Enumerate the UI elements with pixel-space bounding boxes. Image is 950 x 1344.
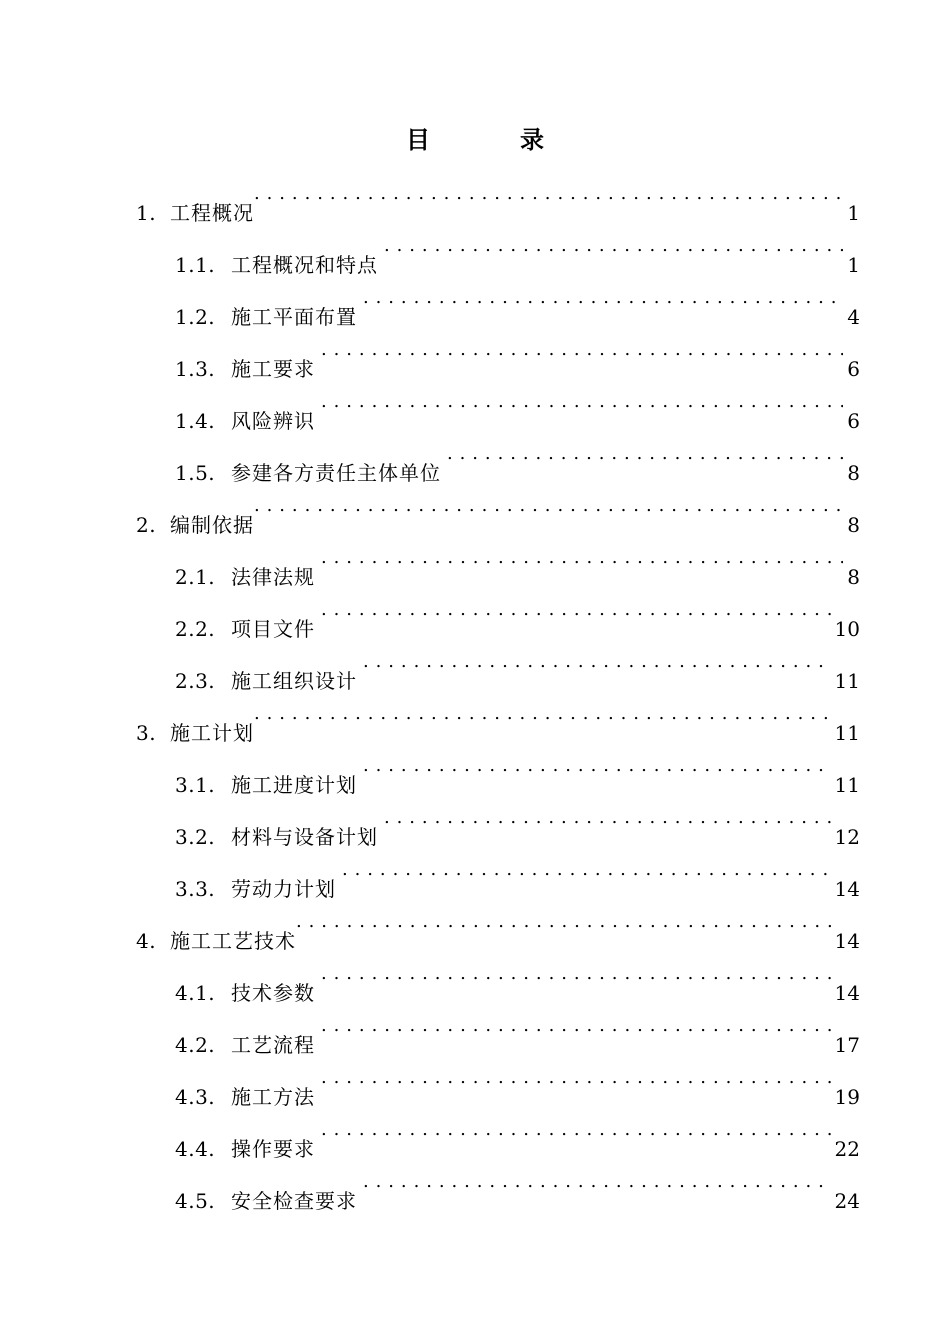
toc-entry-title: 施工要求: [231, 357, 315, 381]
toc-dot-leader: [321, 1052, 831, 1104]
toc-entry-title: 安全检查要求: [231, 1189, 357, 1213]
toc-dot-leader: [363, 272, 843, 324]
toc-entry[interactable]: [175, 584, 860, 641]
toc-entry-number: 4.3.: [175, 1085, 216, 1109]
toc-entry-page: 24: [834, 1189, 860, 1213]
toc-entry-page: 19: [834, 1085, 860, 1109]
toc-entry-page: 14: [834, 929, 860, 953]
toc-entry-number: 3.2.: [175, 825, 216, 849]
toc-entry[interactable]: [175, 792, 860, 849]
toc-entry[interactable]: [136, 896, 860, 953]
toc-dot-leader: [342, 844, 831, 896]
toc-entry-number: 1.4.: [175, 409, 216, 433]
toc-dot-leader: [254, 168, 843, 220]
toc-entry[interactable]: [175, 636, 860, 693]
toc-entry-title: 施工方法: [231, 1085, 315, 1109]
toc-entry-title: 技术参数: [231, 981, 315, 1005]
toc-entry-title: 编制依据: [170, 513, 254, 537]
toc-entry[interactable]: [136, 168, 860, 225]
toc-entry-title: 施工进度计划: [231, 773, 357, 797]
toc-entry[interactable]: [136, 480, 860, 537]
toc-dot-leader: [447, 428, 843, 480]
toc-entry-title: 施工平面布置: [231, 305, 357, 329]
toc-entry-page: 4: [847, 305, 860, 329]
toc-entry-number: 1.: [136, 201, 157, 225]
toc-entry-number: 1.5.: [175, 461, 216, 485]
toc-dot-leader: [321, 1104, 831, 1156]
toc-entry-page: 14: [834, 981, 860, 1005]
toc-entry-number: 4.: [136, 929, 157, 953]
toc-dot-leader: [363, 1156, 831, 1208]
toc-entry-page: 11: [834, 721, 860, 745]
toc-dot-leader: [321, 532, 843, 584]
toc-entry[interactable]: [175, 1000, 860, 1057]
toc-entry-title: 施工组织设计: [231, 669, 357, 693]
toc-entry-title: 操作要求: [231, 1137, 315, 1161]
toc-entry-page: 6: [847, 409, 860, 433]
toc-dot-leader: [321, 948, 831, 1000]
toc-entry-page: 12: [834, 825, 860, 849]
toc-entry-title: 材料与设备计划: [231, 825, 378, 849]
toc-dot-leader: [321, 584, 831, 636]
toc-entry-page: 8: [847, 565, 860, 589]
toc-entry[interactable]: [175, 1052, 860, 1109]
toc-entry-page: 8: [847, 461, 860, 485]
toc-entry-page: 14: [834, 877, 860, 901]
toc-entry-title: 参建各方责任主体单位: [231, 461, 441, 485]
toc-entry-number: 3.: [136, 721, 157, 745]
toc-entry-title: 项目文件: [231, 617, 315, 641]
toc-entry-page: 6: [847, 357, 860, 381]
toc-entry-page: 10: [834, 617, 860, 641]
toc-dot-leader: [321, 376, 843, 428]
toc-entry-number: 2.1.: [175, 565, 216, 589]
toc-entry-page: 1: [847, 253, 860, 277]
toc-entry[interactable]: [175, 220, 860, 277]
toc-entry[interactable]: [175, 324, 860, 381]
toc-entry[interactable]: [175, 532, 860, 589]
title-char-1: 目: [406, 125, 430, 154]
toc-entry-number: 1.3.: [175, 357, 216, 381]
toc-entry-number: 2.3.: [175, 669, 216, 693]
toc-entry[interactable]: [175, 1104, 860, 1161]
toc-entry[interactable]: [175, 272, 860, 329]
toc-entry-title: 风险辨识: [231, 409, 315, 433]
toc-entry-number: 3.1.: [175, 773, 216, 797]
toc-entry[interactable]: [175, 844, 860, 901]
toc-dot-leader: [321, 1000, 831, 1052]
toc-entry[interactable]: [175, 428, 860, 485]
toc-entry[interactable]: [175, 740, 860, 797]
toc-dot-leader: [254, 480, 843, 532]
toc-entry-number: 4.2.: [175, 1033, 216, 1057]
toc-dot-leader: [321, 324, 843, 376]
toc-entry-title: 法律法规: [231, 565, 315, 589]
toc-entry-number: 4.1.: [175, 981, 216, 1005]
page-title: [0, 122, 950, 158]
toc-entry-title: 施工工艺技术: [170, 929, 296, 953]
toc-entry-title: 施工计划: [170, 721, 254, 745]
toc-entry[interactable]: [175, 1156, 860, 1213]
toc-entry-title: 工程概况: [170, 201, 254, 225]
toc-dot-leader: [363, 740, 831, 792]
toc-entry-page: 1: [847, 201, 860, 225]
toc-entry-page: 8: [847, 513, 860, 537]
toc-dot-leader: [384, 792, 831, 844]
toc-entry[interactable]: [175, 948, 860, 1005]
toc-entry-page: 17: [834, 1033, 860, 1057]
toc-dot-leader: [254, 688, 831, 740]
toc-dot-leader: [363, 636, 831, 688]
toc-dot-leader: [296, 896, 831, 948]
toc-dot-leader: [384, 220, 843, 272]
toc-entry-number: 4.5.: [175, 1189, 216, 1213]
toc-entry-number: 1.2.: [175, 305, 216, 329]
title-char-2: 录: [520, 125, 544, 154]
toc-entry-page: 11: [834, 669, 860, 693]
toc-entry-title: 工艺流程: [231, 1033, 315, 1057]
toc-entry-title: 劳动力计划: [231, 877, 336, 901]
toc-entry-number: 3.3.: [175, 877, 216, 901]
toc-entry-number: 4.4.: [175, 1137, 216, 1161]
toc-entry-number: 2.: [136, 513, 157, 537]
toc-entry[interactable]: [136, 688, 860, 745]
toc-entry-number: 2.2.: [175, 617, 216, 641]
toc-entry-page: 11: [834, 773, 860, 797]
toc-entry[interactable]: [175, 376, 860, 433]
toc-entry-number: 1.1.: [175, 253, 216, 277]
toc-entry-page: 22: [834, 1137, 860, 1161]
toc-entry-title: 工程概况和特点: [231, 253, 378, 277]
